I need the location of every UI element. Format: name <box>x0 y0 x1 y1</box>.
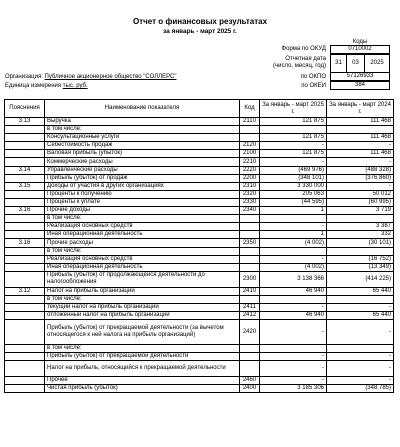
row-note <box>5 271 45 287</box>
row-indicator: Прибыль (убыток) от продаж <box>45 174 240 182</box>
unit-line <box>5 83 88 90</box>
row-code <box>240 126 260 134</box>
table-row <box>5 126 394 134</box>
row-value-prior: 111 468 <box>327 150 394 158</box>
row-value-current: - <box>260 352 327 360</box>
row-indicator: в том числе: <box>45 296 240 304</box>
row-value-prior <box>327 247 394 255</box>
row-value-prior: - <box>327 158 394 166</box>
row-indicator: Иная операционная деятельность <box>45 231 240 239</box>
table-row <box>5 118 394 126</box>
row-note <box>5 255 45 263</box>
row-value-prior: - <box>327 142 394 150</box>
table-row <box>5 198 394 206</box>
row-code: 2310 <box>240 182 260 190</box>
row-value-current: (44 595) <box>260 198 327 206</box>
row-note <box>5 360 45 376</box>
row-note <box>5 158 45 166</box>
row-indicator: Прибыль (убыток) от прекращаемой деятельности <box>45 352 240 360</box>
row-indicator: Реализация основных средств <box>45 255 240 263</box>
row-note <box>5 150 45 158</box>
organization-name: Публичное акционерное общество "СОЛЛЕРС" <box>44 74 177 80</box>
row-value-prior: 50 012 <box>327 190 394 198</box>
row-indicator: в том числе: <box>45 344 240 352</box>
date-month: 03 <box>346 54 365 73</box>
table-row <box>5 239 394 247</box>
table-row <box>5 134 394 142</box>
row-note <box>5 344 45 352</box>
row-value-current: 205 063 <box>260 190 327 198</box>
row-value-prior: (414 225) <box>327 271 394 287</box>
row-code <box>240 247 260 255</box>
row-code: 2210 <box>240 158 260 166</box>
okpo-label: по ОКПО <box>300 74 326 80</box>
row-note: 3.16 <box>5 239 45 247</box>
row-indicator: в том числе: <box>45 247 240 255</box>
row-code: 2110 <box>240 118 260 126</box>
row-note <box>5 304 45 312</box>
row-value-prior: - <box>327 320 394 344</box>
row-value-current: 3 330 000 <box>260 182 327 190</box>
row-value-current: 121 875 <box>260 150 327 158</box>
row-code <box>240 223 260 231</box>
row-indicator: Себестоимость продаж <box>45 142 240 150</box>
row-indicator: Проценты к получению <box>45 190 240 198</box>
row-indicator: Прибыль (убыток) от продолжающейся деятельности до налогообложения <box>45 271 240 287</box>
row-note <box>5 263 45 271</box>
row-value-current: 1 <box>260 231 327 239</box>
table-row <box>5 271 394 287</box>
table-row <box>5 287 394 295</box>
row-indicator: Прочие доходы <box>45 207 240 215</box>
row-indicator: Коммерческие расходы <box>45 158 240 166</box>
row-value-prior: - <box>327 352 394 360</box>
row-value-prior: (488 328) <box>327 166 394 174</box>
row-code <box>240 344 260 352</box>
date-label-2: (число, месяц, год) <box>273 63 326 69</box>
table-row <box>5 223 394 231</box>
organization-line <box>5 74 177 81</box>
row-value-prior: (60 995) <box>327 198 394 206</box>
row-note <box>5 134 45 142</box>
row-note <box>5 352 45 360</box>
table-row <box>5 207 394 215</box>
table-row <box>5 344 394 352</box>
row-code <box>240 352 260 360</box>
row-value-prior: 3 387 <box>327 223 394 231</box>
row-note: 3.15 <box>5 182 45 190</box>
header-current-period: За январь - март 2025 г. <box>260 100 327 118</box>
okei-code: 384 <box>330 81 390 90</box>
row-indicator: Валовая прибыль (убыток) <box>45 150 240 158</box>
row-value-current: 1 <box>260 207 327 215</box>
row-code: 2200 <box>240 174 260 182</box>
date-year: 2025 <box>364 54 390 73</box>
row-indicator: текущий налог на прибыль организаций <box>45 304 240 312</box>
table-row <box>5 263 394 271</box>
row-value-current: - <box>260 158 327 166</box>
row-value-current: (348 101) <box>260 174 327 182</box>
row-code <box>240 296 260 304</box>
row-code: 2400 <box>240 385 260 393</box>
table-row <box>5 377 394 385</box>
row-note <box>5 223 45 231</box>
table-row <box>5 166 394 174</box>
row-note <box>5 126 45 134</box>
row-value-current: 3 138 366 <box>260 271 327 287</box>
row-note <box>5 142 45 150</box>
row-code: 2100 <box>240 150 260 158</box>
row-indicator: в том числе: <box>45 215 240 223</box>
report-period: за январь - март 2025 г. <box>163 28 237 35</box>
row-value-current: - <box>260 255 327 263</box>
date-day: 31 <box>330 54 347 73</box>
table-row <box>5 231 394 239</box>
row-value-prior: - <box>327 377 394 385</box>
row-indicator: Реализация основных средств <box>45 223 240 231</box>
row-code: 2411 <box>240 304 260 312</box>
organization-label: Организация: <box>5 74 43 80</box>
row-indicator: Консультационные услуги <box>45 134 240 142</box>
row-value-prior: 111 468 <box>327 118 394 126</box>
row-code: 2410 <box>240 287 260 295</box>
row-value-current <box>260 126 327 134</box>
row-value-current <box>260 296 327 304</box>
table-row <box>5 304 394 312</box>
codes-header: Коды <box>352 39 368 45</box>
row-indicator: Проценты к уплате <box>45 198 240 206</box>
row-value-current: - <box>260 360 327 376</box>
row-code: 2300 <box>240 271 260 287</box>
row-note: 3.12 <box>5 287 45 295</box>
row-value-current <box>260 344 327 352</box>
row-indicator: Чистая прибыль (убыток) <box>45 385 240 393</box>
table-row <box>5 296 394 304</box>
row-value-prior: (376 860) <box>327 174 394 182</box>
row-code: 2340 <box>240 207 260 215</box>
row-value-current: - <box>260 320 327 344</box>
row-indicator: в том числе: <box>45 126 240 134</box>
okud-code: 0710002 <box>330 45 390 54</box>
row-value-prior <box>327 126 394 134</box>
row-indicator: Налог на прибыль организаций <box>45 287 240 295</box>
row-value-current: 121 875 <box>260 118 327 126</box>
row-value-prior: 111 468 <box>327 134 394 142</box>
row-indicator: Прибыль (убыток) от прекращаемой деятельности (за вычетом относящегося к ней налога на прибыль организаций) <box>45 320 240 344</box>
row-value-prior: 332 <box>327 231 394 239</box>
row-value-prior: (348 785) <box>327 385 394 393</box>
financial-results-table <box>4 99 394 393</box>
table-row <box>5 320 394 344</box>
row-code: 2320 <box>240 190 260 198</box>
header-code: Код <box>240 100 260 118</box>
row-value-current <box>260 215 327 223</box>
row-value-prior: 65 440 <box>327 287 394 295</box>
row-value-prior: - <box>327 304 394 312</box>
table-row <box>5 255 394 263</box>
table-row <box>5 352 394 360</box>
row-value-prior <box>327 215 394 223</box>
row-code: 2420 <box>240 320 260 344</box>
row-indicator: Налог на прибыль, относящийся к прекращаемой деятельности <box>45 360 240 376</box>
header-notes: Пояснения <box>5 100 45 118</box>
row-code: 2350 <box>240 239 260 247</box>
table-row <box>5 158 394 166</box>
row-indicator: отложенный налог на прибыль организаций <box>45 312 240 320</box>
row-value-prior: - <box>327 360 394 376</box>
row-value-current: 46 940 <box>260 312 327 320</box>
row-value-current: (4 002) <box>260 263 327 271</box>
table-row <box>5 142 394 150</box>
header-indicator: Наименование показателя <box>45 100 240 118</box>
row-code: 2220 <box>240 166 260 174</box>
header-prior-period: За январь - март 2024 г. <box>327 100 394 118</box>
row-value-current: - <box>260 223 327 231</box>
row-note <box>5 190 45 198</box>
row-code <box>240 360 260 376</box>
row-indicator: Выручка <box>45 118 240 126</box>
row-value-prior: 65 440 <box>327 312 394 320</box>
row-code: 2120 <box>240 142 260 150</box>
row-value-prior: - <box>327 182 394 190</box>
row-value-prior: (16 752) <box>327 255 394 263</box>
row-indicator: Доходы от участия в других организациях <box>45 182 240 190</box>
row-value-prior: (30 101) <box>327 239 394 247</box>
row-value-prior: 3 719 <box>327 207 394 215</box>
row-indicator: Иная операционная деятельность <box>45 263 240 271</box>
row-note <box>5 231 45 239</box>
row-code <box>240 215 260 223</box>
row-value-current: (469 976) <box>260 166 327 174</box>
row-note <box>5 377 45 385</box>
row-note: 3.16 <box>5 207 45 215</box>
table-row <box>5 190 394 198</box>
okpo-code: 57126933 <box>330 72 390 81</box>
table-row <box>5 312 394 320</box>
row-code: 2460 <box>240 377 260 385</box>
row-code: 2412 <box>240 312 260 320</box>
row-value-prior <box>327 296 394 304</box>
row-indicator: Прочие расходы <box>45 239 240 247</box>
row-value-prior: (13 349) <box>327 263 394 271</box>
row-value-current: - <box>260 142 327 150</box>
unit-value: тыс. руб. <box>62 83 88 89</box>
okei-label: по ОКЕИ <box>301 83 326 89</box>
row-code: 2330 <box>240 198 260 206</box>
row-code <box>240 255 260 263</box>
table-body <box>5 118 394 393</box>
row-note <box>5 296 45 304</box>
row-value-current: (4 002) <box>260 239 327 247</box>
row-value-current: 46 940 <box>260 287 327 295</box>
row-value-current: 121 875 <box>260 134 327 142</box>
row-note <box>5 385 45 393</box>
row-value-current: 3 185 306 <box>260 385 327 393</box>
row-note <box>5 247 45 255</box>
table-row <box>5 182 394 190</box>
row-value-current: - <box>260 377 327 385</box>
row-indicator: Управленческие расходы <box>45 166 240 174</box>
row-code <box>240 231 260 239</box>
row-indicator: Прочее <box>45 377 240 385</box>
row-note <box>5 215 45 223</box>
okud-label: Форма по ОКУД <box>281 46 326 52</box>
row-note <box>5 312 45 320</box>
unit-label: Единица измерения <box>5 83 62 89</box>
row-code <box>240 263 260 271</box>
row-note <box>5 174 45 182</box>
report-title: Отчет о финансовых результатах <box>132 17 268 26</box>
row-value-current: - <box>260 304 327 312</box>
table-row <box>5 174 394 182</box>
row-value-current <box>260 247 327 255</box>
table-row <box>5 385 394 393</box>
row-note <box>5 320 45 344</box>
table-row <box>5 215 394 223</box>
row-note: 3.13 <box>5 118 45 126</box>
table-row <box>5 150 394 158</box>
table-row <box>5 247 394 255</box>
table-header-row <box>5 100 394 118</box>
table-row <box>5 360 394 376</box>
row-note: 3.14 <box>5 166 45 174</box>
row-note <box>5 198 45 206</box>
row-value-prior <box>327 344 394 352</box>
row-code <box>240 134 260 142</box>
date-label-1: Отчетная дата <box>285 56 326 62</box>
